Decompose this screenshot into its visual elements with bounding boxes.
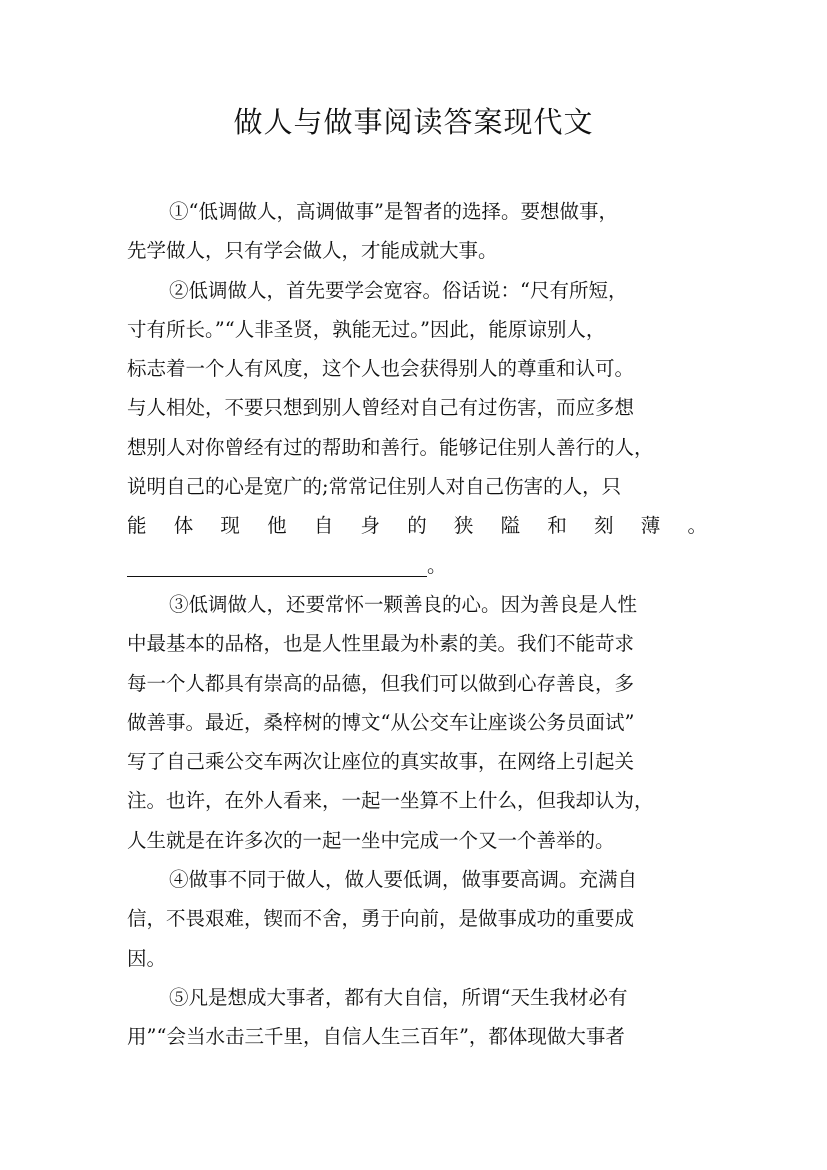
paragraph-2-line-1: ②低调做人，首先要学会宽容。俗话说：“尺有所短， [169,278,628,302]
spread-char: 他 [267,514,287,538]
paragraph-3-line-4: 做善事。最近，桑梓树的博文“从公交车让座谈公务员面试” [127,710,635,734]
answer-blank[interactable] [127,554,427,577]
paragraph-3-line-2: 中最基本的品格，也是人性里最为朴素的美。我们不能苛求 [127,632,635,656]
paragraph-5-line-1: ⑤凡是想成大事者，都有大自信，所谓“天生我材必有 [169,985,628,1009]
spread-char: 和 [547,514,567,538]
spread-char: 狭 [453,514,474,538]
spread-char: 薄 [640,514,661,538]
paragraph-4-line-2: 信，不畏艰难，锲而不舍，勇于向前，是做事成功的重要成 [127,907,635,931]
paragraph-1-line-2: 先学做人，只有学会做人，才能成就大事。 [127,239,498,263]
paragraph-3-line-5: 写了自己乘公交车两次让座位的真实故事，在网络上引起关 [127,750,635,774]
paragraph-4-line-3: 因。 [127,946,167,970]
paragraph-4-line-1: ④做事不同于做人，做人要低调，做事要高调。充满自 [169,868,638,892]
paragraph-2-line-4: 与人相处，不要只想到别人曾经对自己有过伤害，而应多想 [127,396,635,420]
spread-char: 。 [687,514,707,538]
paragraph-3-line-7: 人生就是在许多次的一起一坐中完成一个又一个善举的。 [127,828,615,852]
paragraph-3-line-1: ③低调做人，还要常怀一颗善良的心。因为善良是人性 [169,592,638,616]
paragraph-2-line-2: 寸有所长。”“人非圣贤，孰能无过。”因此，能原谅别人， [127,317,606,341]
answer-blank-line [127,546,707,585]
document-title: 做人与做事阅读答案现代文 [233,105,594,139]
paragraph-2-line-3: 标志着一个人有风度，这个人也会获得别人的尊重和认可。 [127,357,635,381]
paragraph-5-line-2: 用”“会当水击三千里，自信人生三百年”，都体现做大事者 [127,1025,625,1049]
paragraph-2-line-6: 说明自己的心是宽广的;常常记住别人对自己伤害的人，只 [127,475,622,499]
spread-char: 隘 [500,514,521,538]
paragraph-3-line-6: 注。也许，在外人看来，一起一坐算不上什么，但我却认为， [127,789,654,813]
spread-char: 体 [173,514,194,538]
spread-char: 刻 [594,514,614,538]
spread-char: 自 [313,514,334,538]
answer-blank-period: 。 [427,553,447,577]
spread-char: 现 [220,514,240,538]
spread-char: 身 [360,514,381,538]
paragraph-2-line-5: 想别人对你曾经有过的帮助和善行。能够记住别人善行的人， [127,435,654,459]
spread-char: 能 [127,514,147,538]
spread-char: 的 [407,514,427,538]
document-body [127,192,707,1057]
paragraph-2-spread-line [127,506,707,545]
paragraph-3-line-3: 每一个人都具有崇高的品德，但我们可以做到心存善良，多 [127,671,635,695]
paragraph-1-line-1: ①“低调做人，高调做事”是智者的选择。要想做事， [169,200,618,223]
